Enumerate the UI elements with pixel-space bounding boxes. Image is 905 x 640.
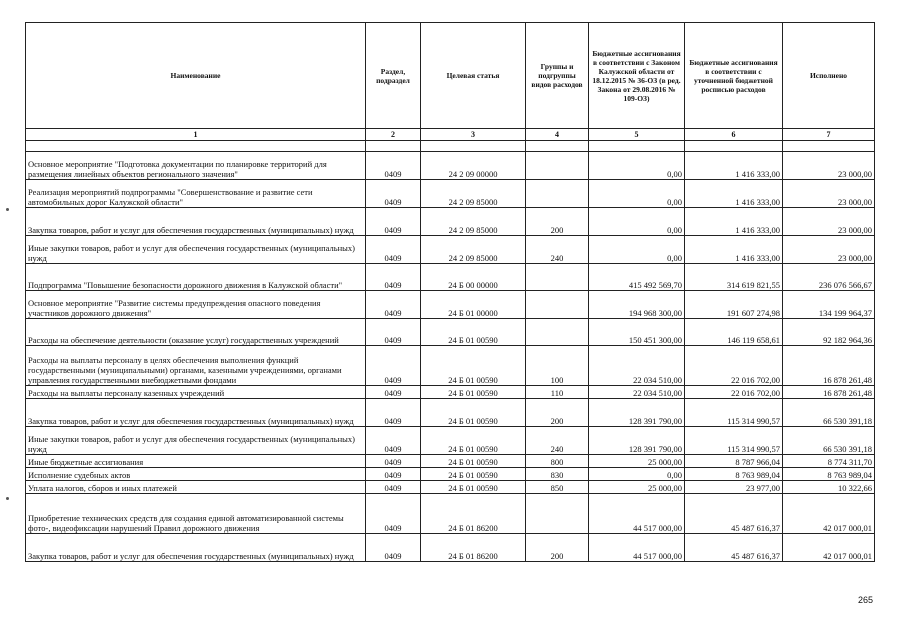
table-row <box>26 468 875 481</box>
row-group: 850 <box>526 481 589 494</box>
row-target: 24 Б 01 00000 <box>421 291 526 319</box>
column-number: 6 <box>685 129 783 141</box>
row-section: 0409 <box>366 427 421 455</box>
row-target: 24 Б 01 86200 <box>421 494 526 534</box>
table-row <box>26 319 875 346</box>
row-law-amount: 44 517 000,00 <box>589 534 685 562</box>
row-group: 830 <box>526 468 589 481</box>
row-group: 200 <box>526 208 589 236</box>
row-executed-amount: 23 000,00 <box>783 236 875 264</box>
column-number: 5 <box>589 129 685 141</box>
table-row <box>26 386 875 399</box>
row-group <box>526 264 589 291</box>
row-refined-amount: 23 977,00 <box>685 481 783 494</box>
row-executed-amount: 92 182 964,36 <box>783 319 875 346</box>
row-refined-amount: 8 787 966,04 <box>685 455 783 468</box>
row-group: 110 <box>526 386 589 399</box>
row-refined-amount: 314 619 821,55 <box>685 264 783 291</box>
row-section: 0409 <box>366 534 421 562</box>
row-law-amount: 25 000,00 <box>589 455 685 468</box>
row-target: 24 Б 00 00000 <box>421 264 526 291</box>
table-row <box>26 455 875 468</box>
row-refined-amount: 115 314 990,57 <box>685 399 783 427</box>
row-group: 200 <box>526 534 589 562</box>
row-name: Иные закупки товаров, работ и услуг для обеспечения государственных (муниципальных) нужд <box>26 236 366 264</box>
header-groups: Группы и подгруппы видов расходов <box>526 23 589 129</box>
table-row <box>26 236 875 264</box>
row-refined-amount: 191 607 274,98 <box>685 291 783 319</box>
row-name: Закупка товаров, работ и услуг для обеспечения государственных (муниципальных) нужд <box>26 208 366 236</box>
row-refined-amount: 1 416 333,00 <box>685 180 783 208</box>
row-name: Подпрограмма "Повышение безопасности дорожного движения в Калужской области" <box>26 264 366 291</box>
header-executed: Исполнено <box>783 23 875 129</box>
row-name: Уплата налогов, сборов и иных платежей <box>26 481 366 494</box>
row-refined-amount: 8 763 989,04 <box>685 468 783 481</box>
row-name: Основное мероприятие "Развитие системы предупреждения опасного поведения участников дорожного движения" <box>26 291 366 319</box>
row-law-amount: 415 492 569,70 <box>589 264 685 291</box>
table-row <box>26 346 875 386</box>
row-executed-amount: 23 000,00 <box>783 180 875 208</box>
column-number: 3 <box>421 129 526 141</box>
row-section: 0409 <box>366 264 421 291</box>
row-target: 24 2 09 85000 <box>421 180 526 208</box>
row-name: Иные бюджетные ассигнования <box>26 455 366 468</box>
row-executed-amount: 8 774 311,70 <box>783 455 875 468</box>
row-refined-amount: 22 016 702,00 <box>685 386 783 399</box>
row-group: 240 <box>526 236 589 264</box>
row-executed-amount: 16 878 261,48 <box>783 346 875 386</box>
row-section: 0409 <box>366 481 421 494</box>
row-group: 240 <box>526 427 589 455</box>
row-target: 24 Б 01 00590 <box>421 319 526 346</box>
row-target: 24 2 09 85000 <box>421 208 526 236</box>
row-law-amount: 0,00 <box>589 236 685 264</box>
row-section: 0409 <box>366 455 421 468</box>
row-group <box>526 319 589 346</box>
row-target: 24 Б 01 00590 <box>421 399 526 427</box>
row-executed-amount: 134 199 964,37 <box>783 291 875 319</box>
row-law-amount: 44 517 000,00 <box>589 494 685 534</box>
row-law-amount: 0,00 <box>589 180 685 208</box>
column-number-row <box>26 129 875 141</box>
row-executed-amount: 66 530 391,18 <box>783 399 875 427</box>
row-target: 24 Б 01 00590 <box>421 468 526 481</box>
row-target: 24 Б 01 86200 <box>421 534 526 562</box>
budget-table <box>25 22 875 562</box>
header-row <box>26 23 875 129</box>
row-executed-amount: 16 878 261,48 <box>783 386 875 399</box>
row-name: Реализация мероприятий подпрограммы "Совершенствование и развитие сети автомобильных дорог Калужской области" <box>26 180 366 208</box>
row-law-amount: 194 968 300,00 <box>589 291 685 319</box>
row-executed-amount: 236 076 566,67 <box>783 264 875 291</box>
table-row <box>26 534 875 562</box>
row-group: 800 <box>526 455 589 468</box>
row-law-amount: 128 391 790,00 <box>589 427 685 455</box>
row-target: 24 Б 01 00590 <box>421 386 526 399</box>
row-executed-amount: 8 763 989,04 <box>783 468 875 481</box>
row-section: 0409 <box>366 152 421 180</box>
row-refined-amount: 146 119 658,61 <box>685 319 783 346</box>
row-section: 0409 <box>366 346 421 386</box>
row-name: Расходы на обеспечение деятельности (оказание услуг) государственных учреждений <box>26 319 366 346</box>
row-target: 24 Б 01 00590 <box>421 455 526 468</box>
row-target: 24 Б 01 00590 <box>421 427 526 455</box>
row-group <box>526 494 589 534</box>
margin-mark <box>6 497 9 500</box>
row-executed-amount: 42 017 000,01 <box>783 534 875 562</box>
row-law-amount: 22 034 510,00 <box>589 346 685 386</box>
row-name: Расходы на выплаты персоналу в целях обеспечения выполнения функций государственными (муниципальными) органами, казенными учреждениями, органами управления государственными внебюджетными фондами <box>26 346 366 386</box>
margin-mark <box>6 208 9 211</box>
row-name: Приобретение технических средств для создания единой автоматизированной системы фото-, видеофиксации нарушений Правил дорожного движения <box>26 494 366 534</box>
row-name: Иные закупки товаров, работ и услуг для обеспечения государственных (муниципальных) нужд <box>26 427 366 455</box>
row-executed-amount: 23 000,00 <box>783 152 875 180</box>
row-refined-amount: 45 487 616,37 <box>685 494 783 534</box>
table-row <box>26 291 875 319</box>
spacer-row <box>26 141 875 152</box>
page-number: 265 <box>858 595 874 605</box>
row-law-amount: 128 391 790,00 <box>589 399 685 427</box>
table-row <box>26 494 875 534</box>
row-section: 0409 <box>366 386 421 399</box>
row-executed-amount: 23 000,00 <box>783 208 875 236</box>
table-row <box>26 427 875 455</box>
row-law-amount: 0,00 <box>589 208 685 236</box>
row-target: 24 Б 01 00590 <box>421 481 526 494</box>
row-section: 0409 <box>366 236 421 264</box>
row-executed-amount: 66 530 391,18 <box>783 427 875 455</box>
table-row <box>26 180 875 208</box>
row-section: 0409 <box>366 494 421 534</box>
column-number: 2 <box>366 129 421 141</box>
row-refined-amount: 1 416 333,00 <box>685 208 783 236</box>
row-group <box>526 180 589 208</box>
header-section: Раздел, подраздел <box>366 23 421 129</box>
row-law-amount: 22 034 510,00 <box>589 386 685 399</box>
table-row <box>26 399 875 427</box>
row-refined-amount: 22 016 702,00 <box>685 346 783 386</box>
column-number: 7 <box>783 129 875 141</box>
row-law-amount: 0,00 <box>589 468 685 481</box>
table-row <box>26 264 875 291</box>
table-row <box>26 208 875 236</box>
row-name: Расходы на выплаты персоналу казенных учреждений <box>26 386 366 399</box>
column-number: 4 <box>526 129 589 141</box>
row-executed-amount: 42 017 000,01 <box>783 494 875 534</box>
header-refined: Бюджетные ассигнования в соответствии с уточненной бюджетной росписью расходов <box>685 23 783 129</box>
header-name: Наименование <box>26 23 366 129</box>
row-law-amount: 25 000,00 <box>589 481 685 494</box>
header-target: Целевая статья <box>421 23 526 129</box>
row-law-amount: 0,00 <box>589 152 685 180</box>
row-section: 0409 <box>366 180 421 208</box>
row-refined-amount: 115 314 990,57 <box>685 427 783 455</box>
row-refined-amount: 1 416 333,00 <box>685 152 783 180</box>
row-refined-amount: 45 487 616,37 <box>685 534 783 562</box>
table-body <box>26 141 875 562</box>
row-section: 0409 <box>366 208 421 236</box>
row-section: 0409 <box>366 291 421 319</box>
column-number: 1 <box>26 129 366 141</box>
row-section: 0409 <box>366 319 421 346</box>
row-group <box>526 291 589 319</box>
row-group: 100 <box>526 346 589 386</box>
row-refined-amount: 1 416 333,00 <box>685 236 783 264</box>
row-target: 24 Б 01 00590 <box>421 346 526 386</box>
row-name: Основное мероприятие "Подготовка документации по планировке территорий для размещения линейных объектов регионального значения" <box>26 152 366 180</box>
row-group <box>526 152 589 180</box>
table-row <box>26 152 875 180</box>
row-name: Закупка товаров, работ и услуг для обеспечения государственных (муниципальных) нужд <box>26 399 366 427</box>
row-section: 0409 <box>366 468 421 481</box>
row-group: 200 <box>526 399 589 427</box>
row-name: Исполнение судебных актов <box>26 468 366 481</box>
row-target: 24 2 09 85000 <box>421 236 526 264</box>
row-name: Закупка товаров, работ и услуг для обеспечения государственных (муниципальных) нужд <box>26 534 366 562</box>
row-target: 24 2 09 00000 <box>421 152 526 180</box>
header-law: Бюджетные ассигнования в соответствии с Законом Калужской области от 18.12.2015 № 36-ОЗ (в ред. Закона от 29.08.2016 № 109-ОЗ) <box>589 23 685 129</box>
row-executed-amount: 10 322,66 <box>783 481 875 494</box>
table-row <box>26 481 875 494</box>
row-law-amount: 150 451 300,00 <box>589 319 685 346</box>
row-section: 0409 <box>366 399 421 427</box>
